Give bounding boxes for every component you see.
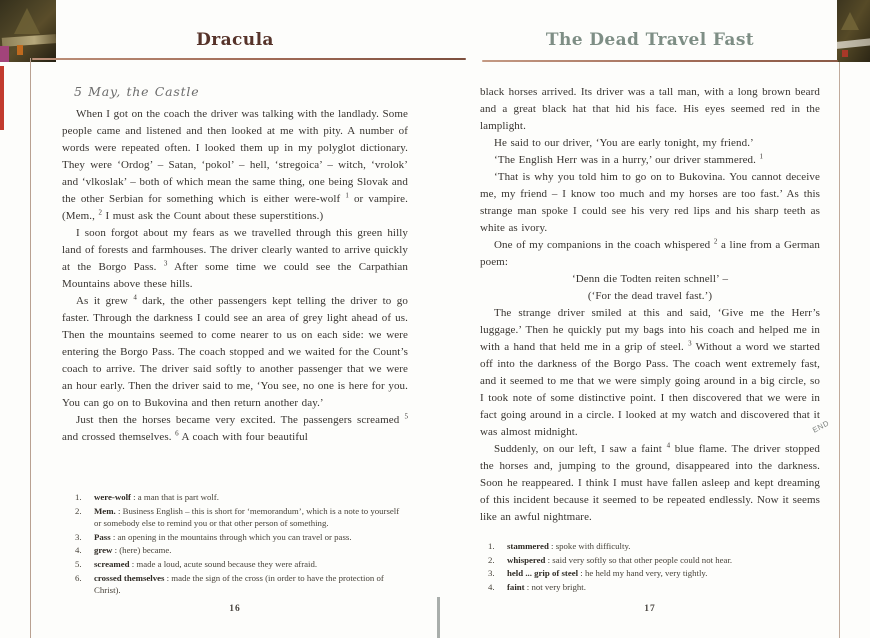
footnote-text: grew : (here) became. xyxy=(94,545,172,556)
footnote-term: faint xyxy=(507,581,525,592)
footnote-text: were-wolf : a man that is part wolf. xyxy=(94,492,219,502)
paragraph: (‘For the dead travel fast.’) xyxy=(587,290,713,302)
book-gutter-line xyxy=(437,597,440,638)
footnote-item xyxy=(75,558,408,571)
footnote-number: 4. xyxy=(488,581,495,592)
paragraph: As it grew $^4$ dark, the other passengers kept telling the driver to go faster. Through the darkness I could see an area of grey light ahead of us. Then the mountains seemed to come nearer to us on each side: we were entering the Borgo Pass. The coach stopped and we waited for the Count’s coach to arrive. The driver said softly to another passenger that we were an hour early. Then the driver said to me, ‘You see, no one is here for you. You can go on to Bukovina and then return another day.’ xyxy=(62,293,409,409)
footnote-term: Mem. xyxy=(94,505,116,516)
paragraph: The strange driver smiled at this and said, ‘Give me the Herr’s luggage.’ Then he quickly put my bags into his coach and helped me in with a hand that held me in a grip of steel. $^3$ Without a word we started off into the darkness of the Borgo Pass. The coach went extremely fast, and it seemed to me that we were simply going around in a big circle, so I took note of some distinctive point. I then discovered that we were in fact going around in a circle. I looked at my watch and discovered that it was almost midnight. xyxy=(480,307,820,438)
page-edge-line-left xyxy=(30,58,31,638)
footnote-text: Pass : an opening in the mountains through which you can travel or pass. xyxy=(94,531,352,542)
right-page-footnotes xyxy=(488,540,820,594)
cover-red-strip xyxy=(0,66,4,130)
footnote-reference: 3 xyxy=(163,259,168,268)
left-page-body xyxy=(62,84,408,446)
photo-shape xyxy=(837,38,870,49)
footnote-text: crossed themselves : made the sign of the cross (in order to have the protection of Christ). xyxy=(94,572,384,596)
footnote-reference: 4 xyxy=(133,293,137,302)
paragraph: ‘The English Herr was in a hurry,’ our driver stammered. $^1$ xyxy=(494,152,764,166)
paragraph: black horses arrived. Its driver was a tall man, with a long brown beard and a great black hat that hid his face. His eyes seemed red in the lamplight. xyxy=(480,86,820,132)
photo-shape xyxy=(17,45,23,55)
footnote-text: Mem. : Business English – this is short for ‘memorandum’, which is a note to yourself or somebody else to remind you or that other person of something. xyxy=(94,505,400,529)
photo-shape xyxy=(842,50,848,57)
footnote-term: Pass xyxy=(94,531,111,542)
footnote-term: screamed xyxy=(94,558,130,569)
footnote-text: screamed : made a loud, acute sound because they were afraid. xyxy=(94,558,318,569)
photo-shape xyxy=(14,8,40,34)
left-page-paragraphs xyxy=(62,106,408,446)
photo-shape xyxy=(2,34,56,47)
footnote-text: held ... grip of steel : he held my hand very, very tightly. xyxy=(507,568,708,579)
page-number-right: 17 xyxy=(644,604,656,614)
page-number-left: 16 xyxy=(229,604,241,614)
footnote-item xyxy=(75,572,408,597)
header-rule-right xyxy=(482,60,838,62)
paragraph: ‘That is why you told him to go on to Bukovina. You cannot deceive me, my friend – I know too much and my horses are too fast.’ As this strange man spoke I could see his very red lips and his sharp teeth as white as ivory. xyxy=(480,171,820,234)
date-heading: 5 May, the Castle xyxy=(74,84,200,99)
footnote-reference: 1 xyxy=(759,152,764,161)
footnote-number: 2. xyxy=(488,554,495,565)
left-page-title: Dracula xyxy=(196,30,274,50)
right-page-title: The Dead Travel Fast xyxy=(545,30,755,50)
footnote-term: were-wolf xyxy=(94,492,131,502)
footnote-number: 3. xyxy=(488,568,495,579)
right-page-body xyxy=(480,84,820,526)
footnote-item xyxy=(488,540,820,553)
footnote-term: grew xyxy=(94,545,113,556)
footnote-number: 6. xyxy=(75,572,82,583)
paragraph: ‘Denn die Todten reiten schnell’ – xyxy=(571,273,729,285)
footnote-text: faint : not very bright. xyxy=(507,581,586,592)
footnote-item xyxy=(488,581,820,594)
footnote-text: whispered : said very softly so that other people could not hear. xyxy=(507,554,733,565)
footnote-term: whispered xyxy=(507,554,546,565)
footnote-number: 3. xyxy=(75,531,82,542)
footnote-text: stammered : spoke with difficulty. xyxy=(507,541,631,551)
paragraph: He said to our driver, ‘You are early tonight, my friend.’ xyxy=(494,137,754,149)
paragraph: I soon forgot about my fears as we travelled through this green hilly land of forests and farmhouses. The driver clearly wanted to arrive quickly at the Borgo Pass. $^3$ After some time we could see the Carpathian Mountains above these hills. xyxy=(62,227,409,290)
footnote-reference: 3 xyxy=(688,339,692,348)
footnote-reference: 1 xyxy=(345,191,349,200)
footnote-item xyxy=(75,505,408,530)
corner-photo-right-icon xyxy=(837,0,870,62)
footnote-term: stammered xyxy=(507,541,549,551)
footnote-reference: 4 xyxy=(666,441,671,450)
footnote-reference: 2 xyxy=(713,237,718,246)
footnote-number: 4. xyxy=(75,545,82,556)
footnote-number: 5. xyxy=(75,558,82,569)
footnote-item xyxy=(488,567,820,580)
footnote-item xyxy=(75,531,408,544)
paragraph: Suddenly, on our left, I saw a faint $^4$ blue flame. The driver stopped the horses and, jumping to the ground, disappeared into the darkness. Soon he reappeared. I think I must have fallen asleep and kept dreaming of this incident because it seemed to be repeated endlessly. Now it seems like an awful nightmare. xyxy=(480,441,821,523)
footnote-reference: 2 xyxy=(98,208,102,217)
corner-photo-left-icon xyxy=(0,0,56,62)
footnote-number: 1. xyxy=(75,492,82,502)
footnote-term: crossed themselves xyxy=(94,572,165,583)
header-rule-left xyxy=(32,58,466,60)
footnote-item xyxy=(75,491,408,504)
photo-shape xyxy=(0,46,9,62)
footnote-number: 2. xyxy=(75,505,82,516)
paragraph: Just then the horses became very excited. The passengers screamed $^5$ and crossed themselves. $^6$ A coach with four beautiful xyxy=(62,412,408,443)
paragraph: When I got on the coach the driver was talking with the landlady. Some people came and listened and then looked at me with pity. A number of words were repeated often. I looked them up in my polyglot dictionary. They were ‘Ordog’ – Satan, ‘pokol’ – hell, ‘stregoica’ – witch, ‘vrolok’ and ‘vlkoslak’ – both of which mean the same thing, one being Slovak and the other Serbian for something which is either were-wolf $^1$ or vampire. (Mem., $^2$ I must ask the Count about these superstitions.) xyxy=(62,108,408,222)
photo-shape xyxy=(841,12,859,30)
left-page-footnotes xyxy=(75,491,408,598)
footnote-reference: 5 xyxy=(404,412,408,421)
footnote-reference: 6 xyxy=(175,429,179,438)
margin-note-end: END xyxy=(810,418,831,435)
footnote-number: 1. xyxy=(488,541,495,551)
right-page-paragraphs xyxy=(480,84,820,526)
footnote-item xyxy=(75,544,408,557)
page-edge-line-right xyxy=(839,62,840,638)
footnote-item xyxy=(488,554,820,567)
footnote-term: held ... grip of steel xyxy=(507,568,579,579)
paragraph: One of my companions in the coach whispered $^2$ a line from a German poem: xyxy=(480,237,820,268)
